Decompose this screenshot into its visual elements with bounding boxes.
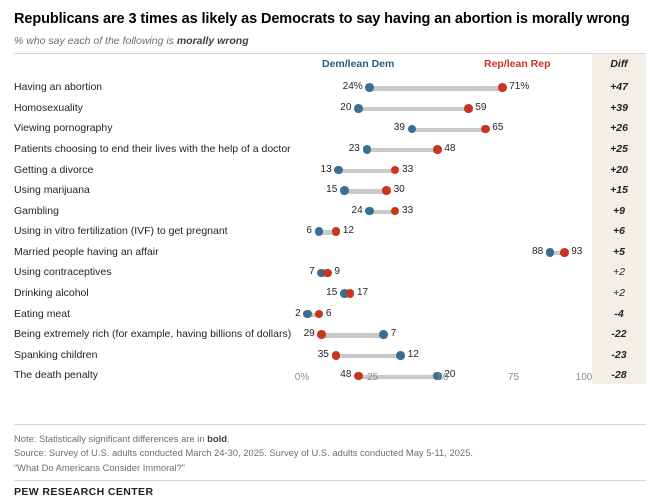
rep-dot bbox=[332, 227, 341, 236]
rep-dot bbox=[433, 145, 442, 154]
dem-dot bbox=[303, 310, 312, 319]
dem-dot bbox=[334, 166, 343, 175]
value-label-left: 24 bbox=[351, 204, 363, 216]
x-tick: 50 bbox=[437, 372, 449, 384]
rep-dot bbox=[315, 310, 324, 319]
dem-dot bbox=[365, 207, 374, 216]
row-plot bbox=[302, 346, 584, 367]
value-label-right: 12 bbox=[342, 225, 354, 237]
row-label: Using contraceptives bbox=[14, 266, 112, 279]
note-line-1 bbox=[14, 432, 473, 446]
row-plot bbox=[302, 99, 584, 120]
chart-row bbox=[14, 325, 646, 346]
dem-dot bbox=[340, 186, 349, 195]
row-label: Having an abortion bbox=[14, 81, 103, 94]
chart-row bbox=[14, 243, 646, 264]
row-label: Viewing pornography bbox=[14, 122, 113, 135]
x-tick: 75 bbox=[507, 372, 520, 384]
legend-dem: Dem/lean Dem bbox=[322, 58, 395, 71]
rep-dot bbox=[391, 207, 400, 216]
x-tick: 100 bbox=[575, 372, 593, 384]
rep-dot bbox=[382, 186, 391, 195]
diff-value: +5 bbox=[613, 245, 625, 258]
diff-value: +6 bbox=[613, 225, 625, 238]
diff-value: -4 bbox=[614, 307, 624, 320]
value-label-left: 23 bbox=[348, 142, 360, 154]
chart-rows bbox=[14, 78, 646, 387]
chart-row bbox=[14, 346, 646, 367]
value-label-right: 93 bbox=[571, 245, 583, 257]
dumbbell-chart bbox=[14, 54, 646, 384]
rep-dot bbox=[481, 125, 490, 134]
row-plot bbox=[302, 119, 584, 140]
dem-dot bbox=[379, 330, 388, 339]
value-label-left: 20 bbox=[340, 101, 352, 113]
rep-dot bbox=[332, 351, 341, 360]
value-label-right: 65 bbox=[492, 122, 504, 134]
row-plot bbox=[302, 161, 584, 182]
diff-value: +2 bbox=[613, 287, 625, 300]
rep-dot bbox=[317, 330, 326, 339]
dem-dot bbox=[363, 145, 372, 154]
row-plot bbox=[302, 325, 584, 346]
connector-bar bbox=[370, 86, 503, 90]
rep-dot bbox=[498, 83, 507, 92]
rep-dot bbox=[464, 104, 473, 113]
page-title: Republicans are 3 times as likely as Democrats to say having an abortion is morally wrong bbox=[14, 11, 630, 27]
rep-dot bbox=[346, 289, 355, 298]
value-label-left: 2 bbox=[295, 307, 301, 319]
value-label-right: 17 bbox=[356, 287, 369, 299]
row-label: Homosexuality bbox=[14, 101, 83, 114]
row-label: Gambling bbox=[14, 204, 59, 217]
subtitle-emphasis: morally wrong bbox=[176, 35, 249, 48]
row-label: Being extremely rich (for example, having billions of dollars) bbox=[14, 328, 292, 341]
chart-subtitle bbox=[14, 35, 646, 47]
chart-row bbox=[14, 99, 646, 120]
diff-value: -23 bbox=[611, 348, 627, 361]
value-label-left: 39 bbox=[393, 122, 405, 134]
value-label-left: 13 bbox=[320, 163, 332, 175]
rep-dot bbox=[391, 166, 400, 175]
value-label-right: 20 bbox=[444, 369, 456, 381]
value-label-left: 15 bbox=[326, 287, 338, 299]
dem-dot bbox=[546, 248, 555, 257]
row-plot bbox=[302, 140, 584, 161]
chart-row bbox=[14, 181, 646, 202]
chart-row bbox=[14, 263, 646, 284]
value-label-right: 59 bbox=[475, 101, 487, 113]
connector-bar bbox=[336, 354, 401, 358]
value-label-right: 30 bbox=[393, 184, 405, 196]
diff-value: +15 bbox=[610, 184, 628, 197]
value-label-left: 48 bbox=[340, 369, 352, 381]
value-label-right: 33 bbox=[402, 163, 414, 175]
chart-row bbox=[14, 284, 646, 305]
diff-value: +20 bbox=[610, 163, 628, 176]
value-label-left: 24% bbox=[342, 81, 363, 93]
value-label-left: 35 bbox=[317, 348, 329, 360]
row-label: Drinking alcohol bbox=[14, 287, 89, 300]
diff-value: +9 bbox=[613, 204, 625, 217]
dem-dot bbox=[354, 104, 363, 113]
chart-row bbox=[14, 119, 646, 140]
diff-value: +47 bbox=[610, 81, 628, 94]
value-label-left: 15 bbox=[326, 184, 338, 196]
chart-row bbox=[14, 140, 646, 161]
value-label-right: 7 bbox=[390, 328, 397, 340]
chart-row bbox=[14, 161, 646, 182]
diff-value: -28 bbox=[611, 369, 627, 382]
chart-row bbox=[14, 222, 646, 243]
legend-diff: Diff bbox=[610, 58, 628, 71]
note-report-title: “What Do Americans Consider Immoral?” bbox=[14, 461, 185, 473]
row-plot bbox=[302, 181, 584, 202]
connector-bar bbox=[344, 189, 386, 193]
connector-bar bbox=[339, 169, 395, 173]
row-label: The death penalty bbox=[14, 369, 99, 382]
value-label-right: 33 bbox=[402, 204, 414, 216]
row-label: Using in vitro fertilization (IVF) to get pregnant bbox=[14, 225, 228, 238]
row-label: Eating meat bbox=[14, 307, 71, 320]
value-label-right: 6 bbox=[325, 307, 332, 319]
value-label-left: 29 bbox=[303, 328, 315, 340]
value-label-right: 12 bbox=[407, 348, 419, 360]
connector-bar bbox=[322, 333, 384, 337]
row-plot bbox=[302, 202, 584, 223]
connector-bar bbox=[358, 107, 468, 111]
rep-dot bbox=[560, 248, 569, 257]
x-axis bbox=[294, 372, 593, 386]
rep-dot bbox=[323, 269, 332, 278]
connector-bar bbox=[412, 128, 485, 132]
subtitle-prefix: % who say each of the following is bbox=[14, 35, 177, 48]
value-label-right: 9 bbox=[334, 266, 340, 278]
row-plot bbox=[302, 243, 584, 264]
diff-value: +26 bbox=[610, 122, 628, 135]
row-plot bbox=[302, 78, 584, 99]
x-tick: 0% bbox=[294, 372, 310, 384]
value-label-right: 48 bbox=[444, 142, 456, 154]
value-label-right: 71% bbox=[509, 81, 530, 93]
value-label-left: 88 bbox=[532, 245, 544, 257]
row-plot bbox=[302, 284, 584, 305]
diff-value: +39 bbox=[610, 101, 628, 114]
dem-dot bbox=[396, 351, 405, 360]
note-source: Source: Survey of U.S. adults conducted March 24-30, 2025. Survey of U.S. adults conducted May 5-11, 2025. bbox=[14, 447, 473, 459]
legend-rep: Rep/lean Rep bbox=[484, 58, 551, 71]
row-plot bbox=[302, 263, 584, 284]
dem-dot bbox=[365, 83, 374, 92]
diff-value: +25 bbox=[610, 142, 628, 155]
note-suffix: . bbox=[226, 433, 230, 444]
divider-bottom bbox=[14, 424, 646, 425]
chart-row bbox=[14, 78, 646, 99]
connector-bar bbox=[367, 148, 438, 152]
diff-value: -22 bbox=[611, 328, 627, 341]
row-label: Patients choosing to end their lives with the help of a doctor bbox=[14, 142, 291, 155]
note-prefix: Note: Statistically significant differences are in bbox=[14, 433, 208, 444]
divider-footer bbox=[14, 480, 646, 481]
chart-notes bbox=[14, 432, 473, 475]
row-plot bbox=[295, 305, 584, 326]
chart-row bbox=[14, 202, 646, 223]
diff-value: +2 bbox=[613, 266, 625, 279]
row-label: Spanking children bbox=[14, 348, 98, 361]
brand-footer: PEW RESEARCH CENTER bbox=[14, 486, 154, 498]
x-tick: 25 bbox=[366, 372, 379, 384]
row-plot bbox=[302, 222, 584, 243]
value-label-left: 6 bbox=[306, 225, 312, 237]
chart-row bbox=[14, 305, 646, 326]
row-label: Using marijuana bbox=[14, 184, 90, 197]
note-bold: bold bbox=[207, 433, 227, 444]
row-label: Getting a divorce bbox=[14, 163, 94, 176]
value-label-left: 7 bbox=[309, 266, 315, 278]
row-label: Married people having an affair bbox=[14, 245, 159, 258]
